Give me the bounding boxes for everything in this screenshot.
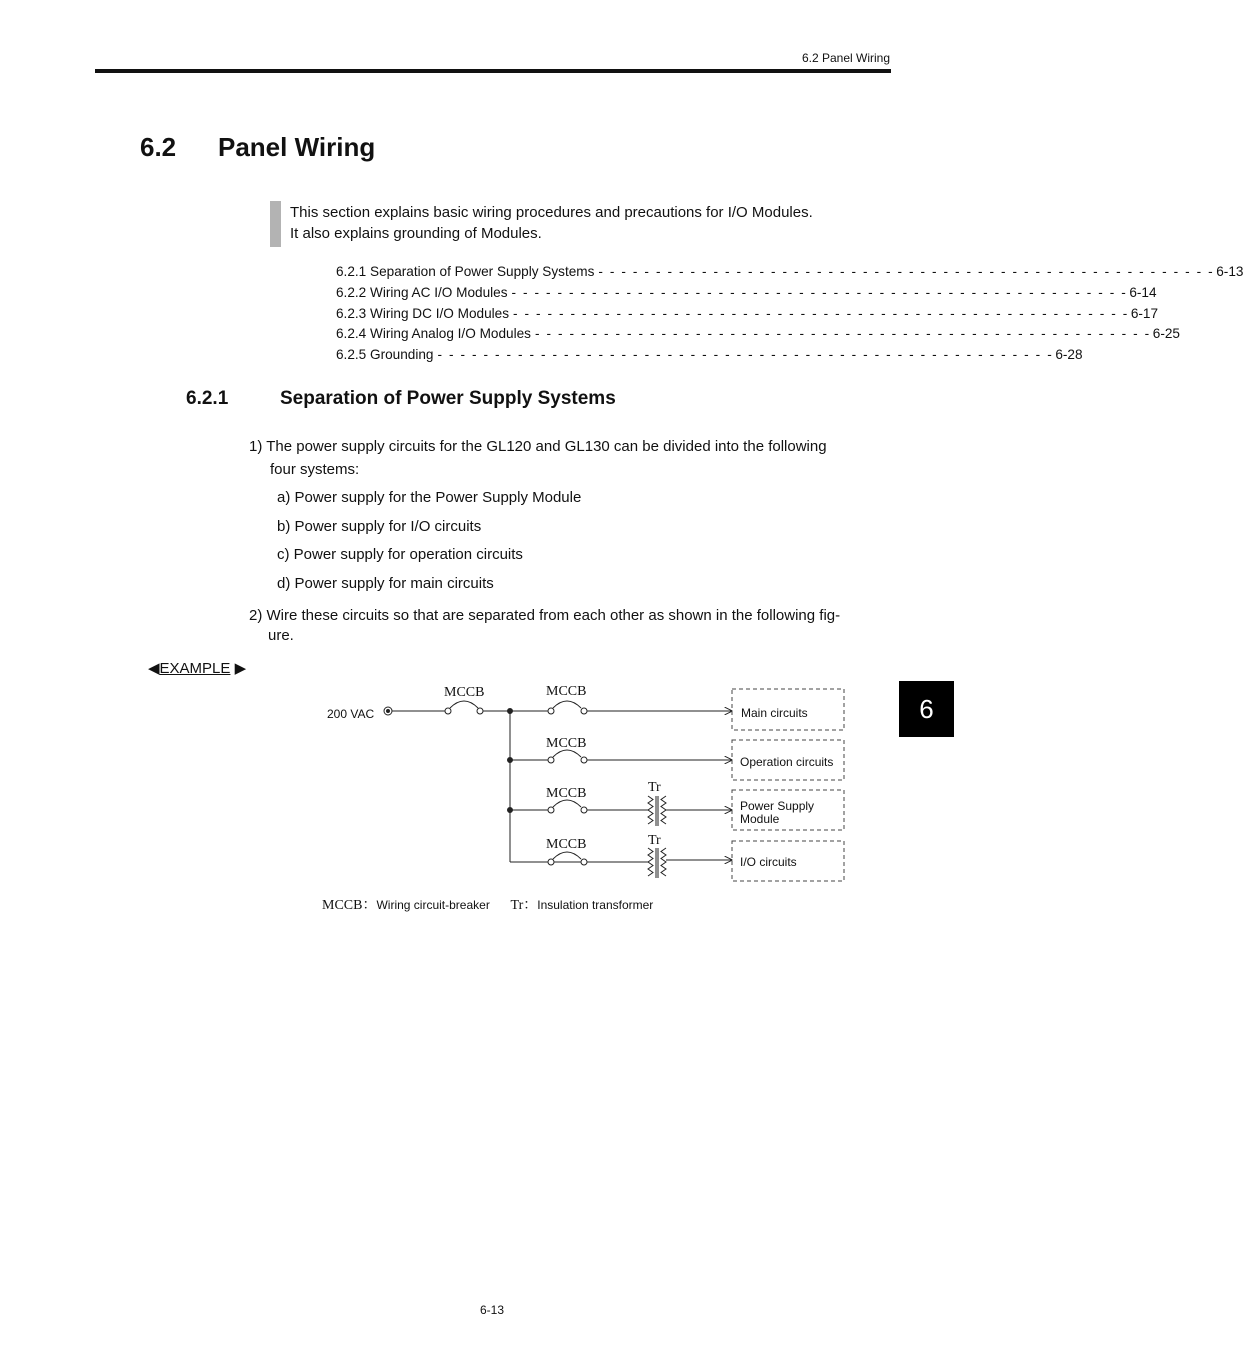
list-item-1-line-1: 1) The power supply circuits for the GL120 and GL130 can be divided into the following bbox=[249, 438, 827, 455]
toc-entry-page: 6-28 bbox=[1055, 347, 1083, 363]
output-label-io: I/O circuits bbox=[740, 855, 797, 869]
toc-entry[interactable] bbox=[336, 304, 1159, 325]
branch-breaker-label: MCCB bbox=[546, 736, 587, 751]
intro-sidebar-bar bbox=[270, 201, 281, 247]
transformer-label: Tr bbox=[648, 833, 661, 848]
chapter-tab: 6 bbox=[899, 681, 954, 737]
output-label-main: Main circuits bbox=[741, 706, 808, 720]
breaker-contact-icon bbox=[477, 708, 483, 714]
output-label-power-supply-2: Module bbox=[740, 812, 780, 826]
source-label: 200 VAC bbox=[327, 707, 375, 721]
toc-entry-page: 6-25 bbox=[1152, 326, 1180, 342]
toc-entry-label: 6.2.3 Wiring DC I/O Modules bbox=[336, 305, 510, 321]
toc-leader: - - - - - - - - - - - - - - - - - - - - - - - - - - - - - - - - - - - - - - - - - - - - - - - - - - - - - - bbox=[534, 326, 1151, 342]
section-title: Panel Wiring bbox=[218, 132, 376, 162]
branch-operation bbox=[508, 736, 733, 763]
toc-leader: - - - - - - - - - - - - - - - - - - - - - - - - - - - - - - - - - - - - - - - - - - - - - - - - - - - - - - bbox=[437, 347, 1054, 363]
section-number: 6.2 bbox=[140, 132, 177, 162]
list-item-1 bbox=[249, 435, 889, 481]
sub-item-b: b) Power supply for I/O circuits bbox=[277, 518, 482, 535]
page-number: 6-13 bbox=[479, 1303, 505, 1317]
subsection-title: Separation of Power Supply Systems bbox=[280, 388, 616, 409]
toc-entry-label: 6.2.4 Wiring Analog I/O Modules bbox=[336, 326, 531, 342]
sub-item-a: a) Power supply for the Power Supply Module bbox=[277, 489, 582, 506]
toc-entry-label: 6.2.2 Wiring AC I/O Modules bbox=[336, 284, 508, 300]
list-item-2-line-2: ure. bbox=[268, 627, 294, 644]
running-header: 6.2 Panel Wiring bbox=[801, 51, 890, 65]
diagram-legend: MCCB：Wiring circuit-breaker Tr：Insulation transformer bbox=[322, 898, 654, 913]
transformer-label: Tr bbox=[648, 780, 661, 795]
breaker-arc-icon bbox=[450, 701, 478, 708]
toc-leader: - - - - - - - - - - - - - - - - - - - - - - - - - - - - - - - - - - - - - - - - - - - - - - - - - - - - - - bbox=[511, 284, 1128, 300]
intro-line-1: This section explains basic wiring procedures and precautions for I/O Modules. bbox=[290, 204, 813, 221]
branch-breaker-label: MCCB bbox=[546, 786, 587, 801]
branch-main bbox=[510, 684, 732, 714]
triangle-left-icon: ◀ bbox=[148, 660, 160, 677]
breaker-contact-icon bbox=[445, 708, 451, 714]
branch-breaker-label: MCCB bbox=[546, 837, 587, 852]
wiring-diagram bbox=[300, 678, 860, 890]
legend-mccb-text: Wiring circuit-breaker bbox=[376, 898, 490, 912]
toc-list bbox=[336, 262, 1243, 366]
toc-entry[interactable] bbox=[336, 324, 1180, 345]
subsection-number: 6.2.1 bbox=[186, 388, 229, 409]
branch-power-supply bbox=[508, 780, 733, 826]
branch-breaker-label: MCCB bbox=[546, 684, 587, 699]
triangle-right-icon: ▶ bbox=[234, 660, 247, 677]
legend-tr-symbol: Tr bbox=[510, 898, 524, 913]
toc-entry-page: 6-14 bbox=[1129, 284, 1157, 300]
output-label-power-supply-1: Power Supply bbox=[740, 799, 815, 813]
list-item-2 bbox=[249, 606, 889, 646]
transformer-coil-icon bbox=[661, 848, 666, 876]
legend-mccb-symbol: MCCB bbox=[322, 898, 363, 913]
output-label-operation: Operation circuits bbox=[740, 755, 834, 769]
legend-tr-text: Insulation transformer bbox=[537, 898, 654, 912]
header-rule bbox=[95, 69, 891, 73]
transformer-coil-icon bbox=[648, 848, 653, 876]
toc-entry-label: 6.2.1 Separation of Power Supply Systems bbox=[336, 264, 595, 279]
sub-item-c: c) Power supply for operation circuits bbox=[277, 546, 523, 563]
list-item-1-line-2: four systems: bbox=[270, 461, 360, 478]
branch-io bbox=[510, 833, 732, 878]
toc-entry[interactable] bbox=[336, 345, 1083, 366]
transformer-coil-icon bbox=[661, 796, 666, 824]
intro-paragraph bbox=[290, 202, 890, 244]
main-breaker-label: MCCB bbox=[444, 685, 485, 700]
toc-entry-page: 6-13 bbox=[1216, 264, 1243, 279]
intro-line-2: It also explains grounding of Modules. bbox=[290, 225, 542, 242]
section-heading bbox=[140, 132, 375, 163]
toc-entry[interactable] bbox=[336, 283, 1157, 304]
sub-item-d: d) Power supply for main circuits bbox=[277, 575, 494, 592]
list-item-2-line-1: 2) Wire these circuits so that are separated from each other as shown in the following fig- bbox=[249, 607, 841, 624]
toc-leader: - - - - - - - - - - - - - - - - - - - - - - - - - - - - - - - - - - - - - - - - - - - - - - - - - - - - - - bbox=[513, 305, 1129, 321]
toc-leader: - - - - - - - - - - - - - - - - - - - - - - - - - - - - - - - - - - - - - - - - - - - - - - - - - - - - - - bbox=[598, 264, 1215, 279]
subsection-heading bbox=[186, 388, 616, 410]
toc-entry-label: 6.2.5 Grounding bbox=[336, 347, 434, 363]
toc-entry[interactable] bbox=[336, 262, 1243, 283]
example-text: EXAMPLE bbox=[159, 660, 231, 677]
transformer-coil-icon bbox=[648, 796, 653, 824]
example-label bbox=[148, 659, 246, 677]
toc-entry-page: 6-17 bbox=[1130, 305, 1159, 321]
